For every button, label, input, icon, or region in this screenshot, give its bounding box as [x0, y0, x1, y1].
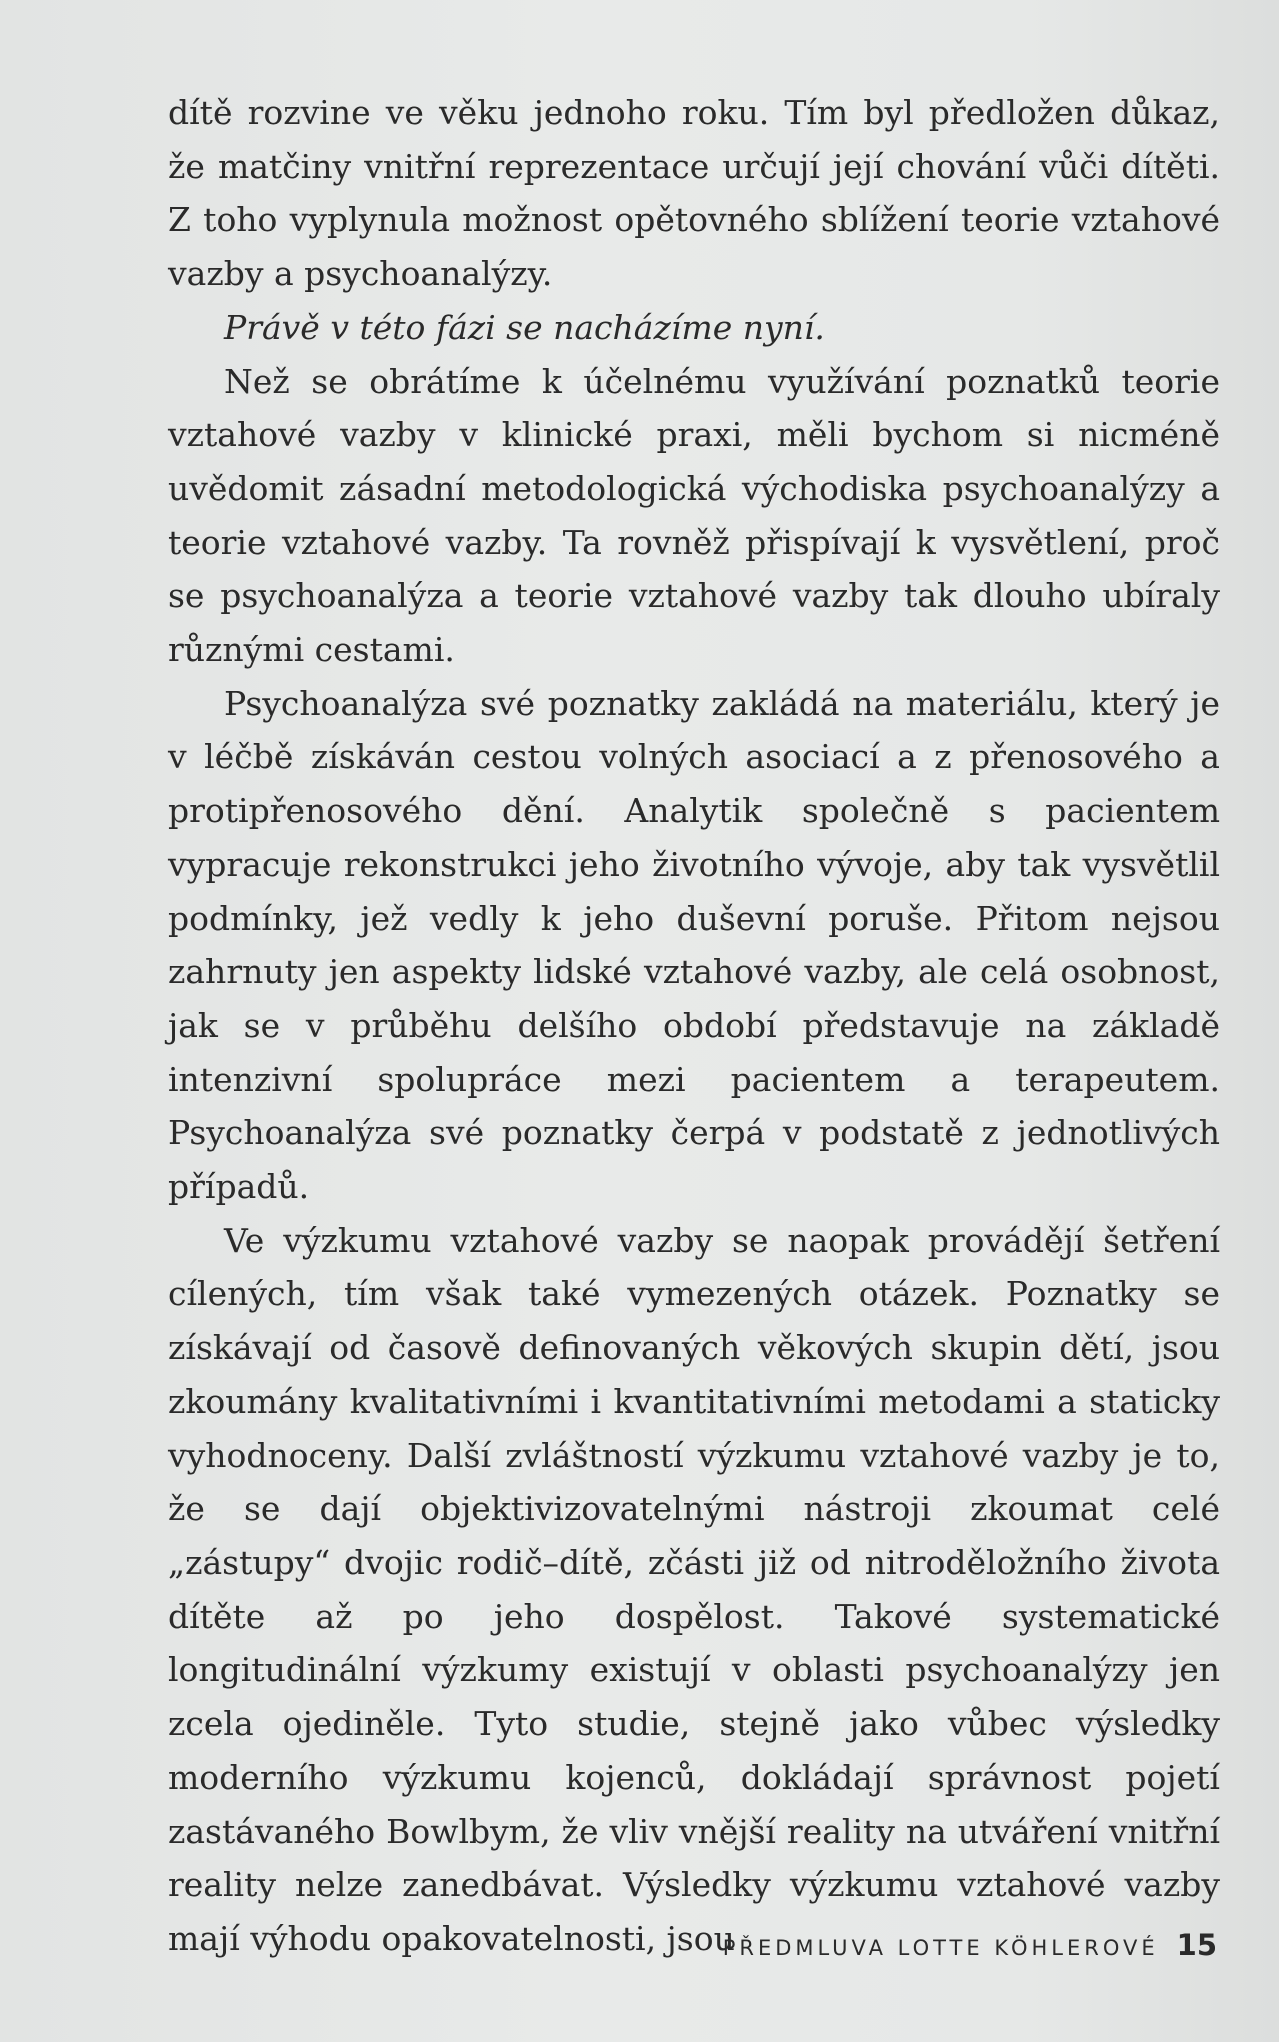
- paragraph-5: Ve výzkumu vztahové vazby se naopak provádějí šetření cílených, tím však také vymezených otázek. Poznatky se získávají od časově definovaných věkových skupin dětí, jsou zkoumány kvalitativními i kvantitativními metodami a staticky vyhodnoceny. Další zvláštností výzkumu vztahové vazby je to, že se dají objektivizovatelnými nástroji zkoumat celé „zástupy“ dvojic rodič–dítě, zčásti již od nitroděložního života dítěte až po jeho dospělost. Takové systematické longitudinální výzkumy existují v oblasti psychoanalýzy jen zcela ojediněle. Tyto studie, stejně jako vůbec výsledky moderního výzkumu kojenců, dokládají správnost pojetí zastávaného Bowlbym, že vliv vnější reality na utváření vnitřní reality nelze zanedbávat. Výsledky výzkumu vztahové vazby mají výhodu opakovatelnosti, jsou: [168, 1220, 1220, 1958]
- page-footer: [723, 1928, 1217, 1962]
- paragraph-2-italic: Právě v této fázi se nacházíme nyní.: [224, 307, 825, 347]
- paragraph-3: Než se obrátíme k účelnému využívání poznatků teorie vztahové vazby v klinické praxi, měli bychom si nicméně uvědomit zásadní metodologická východiska psychoanalýzy a teorie vztahové vazby. Ta rovněž přispívají k vysvětlení, proč se psychoanalýza a teorie vztahové vazby tak dlouho ubíraly různými cestami.: [168, 361, 1220, 670]
- running-head: PŘEDMLUVA LOTTE KÖHLEROVÉ: [722, 1936, 1159, 1960]
- paragraph-4: Psychoanalýza své poznatky zakládá na materiálu, který je v léčbě získáván cestou volných asociací a z přenosového a protipřenosového dění. Analytik společně s pacientem vypracuje rekonstrukci jeho životního vývoje, aby tak vysvětlil podmínky, jež vedly k jeho duševní poruše. Přitom nejsou zahrnuty jen aspekty lidské vztahové vazby, ale celá osobnost, jak se v průběhu delšího období představuje na základě intenzivní spolupráce mezi pacientem a terapeutem. Psychoanalýza své poznatky čerpá v podstatě z jednotlivých případů.: [168, 683, 1220, 1207]
- paragraph-1: dítě rozvine ve věku jednoho roku. Tím byl předložen důkaz, že matčiny vnitřní reprezentace určují její chování vůči dítěti. Z toho vyplynula možnost opětovného sblížení teorie vztahové vazby a psychoanalýzy.: [168, 93, 1220, 294]
- page-number: 15: [1176, 1928, 1217, 1962]
- body-text: [168, 86, 1220, 1966]
